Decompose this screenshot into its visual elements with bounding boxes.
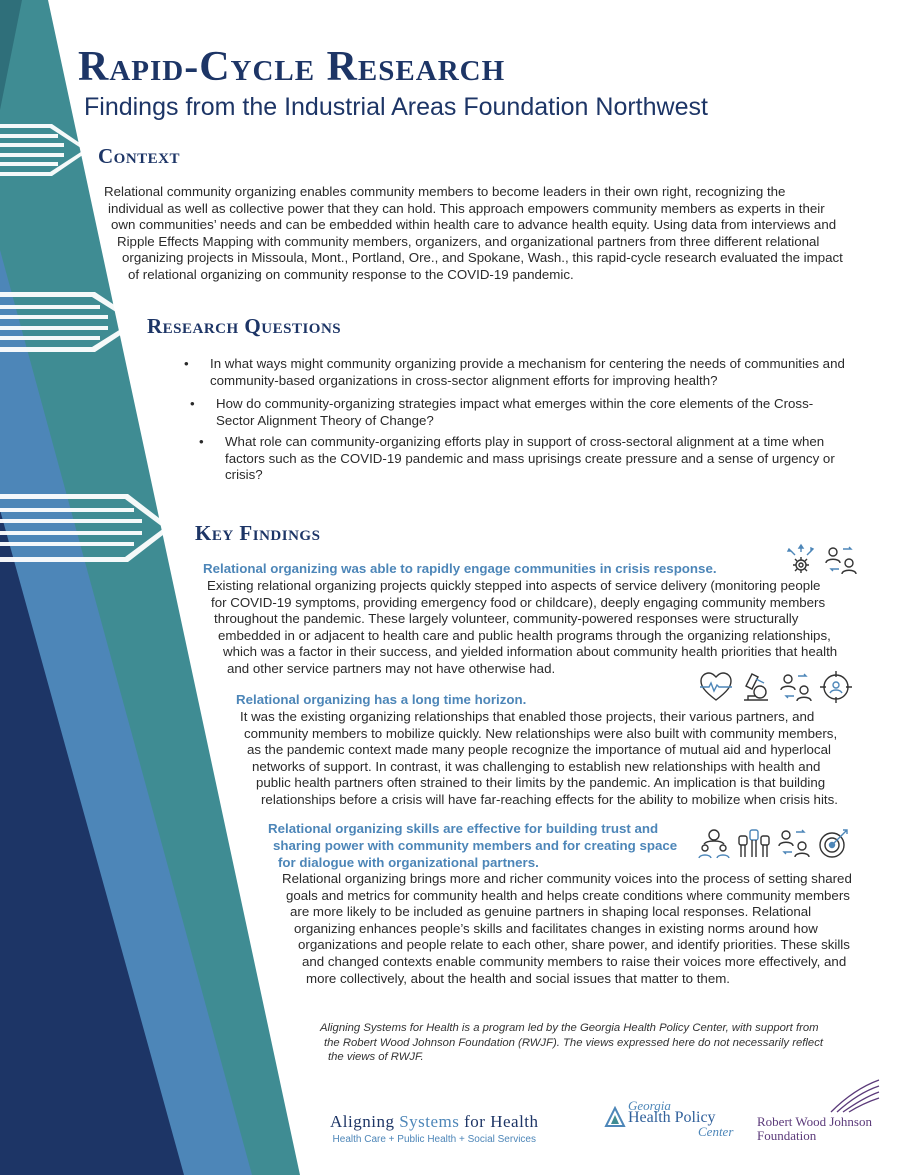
finding-title: Relational organizing was able to rapidly engage communities in crisis response. bbox=[203, 561, 717, 576]
finding-icons bbox=[696, 826, 852, 860]
finding-line: organizing enhances people’s skills and facilitates changes in existing norms around how bbox=[294, 920, 818, 936]
finding-line: networks of support. In contrast, it was challenging to establish new relationships with health and bbox=[252, 758, 821, 774]
finding-line: organizations and people relate to each other, share power, and identify priorities. These skills bbox=[298, 937, 850, 953]
finding-line: and other service partners may not have otherwise had. bbox=[227, 661, 556, 676]
people-exchange-icon bbox=[823, 543, 859, 577]
question-line: Sector Alignment Theory of Change? bbox=[216, 412, 434, 428]
rwjf-text: Foundation bbox=[757, 1128, 817, 1143]
logo-wordmark bbox=[330, 1112, 539, 1132]
logo-text: Systems bbox=[399, 1112, 460, 1131]
finding-line: Existing relational organizing projects quickly stepped into aspects of service delivery (monitoring people bbox=[207, 578, 821, 593]
research-question-item bbox=[199, 434, 835, 484]
footnote-line: the views of RWJF. bbox=[328, 1051, 424, 1063]
context-line: Relational community organizing enables community members to become leaders in their own right, recognizing the bbox=[104, 184, 786, 199]
microscope-icon bbox=[738, 670, 774, 704]
people-exchange-icon bbox=[778, 670, 814, 704]
footnote-line: the Robert Wood Johnson Foundation (RWJF). The views expressed here do not necessarily reflect bbox=[324, 1036, 823, 1049]
rwjf-swoosh-icon bbox=[829, 1078, 881, 1114]
finding-line: community members to mobilize quickly. New relationships were also built with community members, bbox=[244, 725, 838, 741]
bullseye-icon bbox=[816, 826, 852, 860]
ghpc-text: Georgia bbox=[628, 1098, 671, 1113]
finding-line: Relational organizing brings more and richer community voices into the process of setting shared bbox=[282, 871, 852, 886]
finding-title-line: sharing power with community members and for creating space bbox=[273, 838, 678, 853]
question-line: How do community-organizing strategies impact what emerges within the core elements of the Cross- bbox=[216, 396, 814, 411]
finding-title-line: Relational organizing skills are effective for building trust and bbox=[268, 821, 659, 836]
context-line: of relational organizing on community response to the COVID-19 pandemic. bbox=[128, 267, 574, 282]
research-question-item bbox=[190, 396, 814, 429]
target-people-icon bbox=[818, 670, 854, 704]
bullet-icon: • bbox=[190, 396, 195, 411]
finding-line: goals and metrics for community health and helps create conditions where community members bbox=[286, 887, 850, 903]
finding-line: and changed contexts enable community members to raise their voices more effectively, and bbox=[302, 954, 847, 969]
question-line: community-based organizations in cross-sector alignment efforts for improving health? bbox=[210, 372, 718, 388]
ghpc-logo bbox=[604, 1098, 744, 1142]
page-title: Rapid-Cycle Research bbox=[78, 44, 506, 90]
heart-pulse-icon bbox=[698, 670, 734, 704]
logo-text: for Health bbox=[459, 1112, 539, 1131]
raised-fists-icon bbox=[736, 826, 772, 860]
footnote-line: Aligning Systems for Health is a program led by the Georgia Health Policy Center, with support from bbox=[320, 1022, 819, 1034]
rwjf-logo bbox=[757, 1078, 887, 1144]
rwjf-text: Robert Wood Johnson bbox=[757, 1114, 872, 1129]
finding-line: for COVID-19 symptoms, providing emergency food or childcare), deeply engaging community members bbox=[211, 594, 826, 610]
research-question-item bbox=[184, 356, 845, 389]
question-line: factors such as the COVID-19 pandemic and mass uprisings create pressure and a sense of urgency or bbox=[225, 450, 835, 466]
question-line: In what ways might community organizing provide a mechanism for centering the needs of communities and bbox=[210, 356, 845, 371]
finding-line: throughout the pandemic. These largely volunteer, community-powered responses were structurally bbox=[214, 611, 799, 627]
finding-line: public health partners often strained to their limits by the pandemic. An implication is that building bbox=[256, 775, 826, 791]
finding-line: which was a factor in their success, and yielded information about community health priorities that health bbox=[223, 644, 838, 660]
finding-icons bbox=[783, 543, 859, 577]
context-line: own communities’ needs and can be embedded within health care to advance health equity. Using data from interviews and bbox=[111, 217, 837, 233]
finding-line: as the pandemic context made many people recognize the importance of mutual aid and hyperlocal bbox=[247, 742, 831, 758]
ghpc-text: Center bbox=[698, 1124, 734, 1139]
ghpc-text: Health Policy bbox=[628, 1109, 716, 1126]
question-line: crisis? bbox=[225, 467, 263, 483]
bullet-icon: • bbox=[199, 434, 204, 449]
aligning-systems-logo bbox=[330, 1112, 539, 1145]
page-subtitle: Findings from the Industrial Areas Foundation Northwest bbox=[84, 93, 708, 121]
context-heading: Context bbox=[98, 144, 181, 168]
ghpc-mark-icon bbox=[604, 1106, 626, 1128]
context-line: Ripple Effects Mapping with community members, organizers, and organizational partners from three different relational bbox=[117, 233, 820, 249]
logo-tagline: Health Care + Public Health + Social Services bbox=[332, 1134, 536, 1145]
research-questions-heading: Research Questions bbox=[147, 314, 342, 338]
bullet-icon: • bbox=[184, 356, 189, 371]
question-line: What role can community-organizing efforts play in support of cross-sectoral alignment at a time when bbox=[225, 434, 825, 449]
finding-line: embedded in or adjacent to health care and public health programs through the organizing relationships, bbox=[218, 627, 831, 643]
finding-line: more collectively, about the health and social issues that matter to them. bbox=[306, 970, 730, 986]
finding-title-line: for dialogue with organizational partners. bbox=[278, 855, 539, 870]
finding-line: are more likely to be included as genuine partners in shaping local responses. Relational bbox=[290, 904, 812, 920]
logo-text: Aligning bbox=[330, 1112, 400, 1131]
finding-icons bbox=[698, 670, 854, 704]
group-icon bbox=[696, 826, 732, 860]
finding-line: It was the existing organizing relationships that enabled those projects, their various partners, and bbox=[240, 709, 815, 724]
people-exchange-icon bbox=[776, 826, 812, 860]
context-line: organizing projects in Missoula, Mont., Portland, Ore., and Spokane, Wash., this rapid-cycle research evaluated the impact bbox=[122, 250, 843, 266]
gear-arrows-icon bbox=[783, 543, 819, 577]
key-findings-heading: Key Findings bbox=[195, 521, 321, 545]
context-line: individual as well as collective power that they can hold. This approach empowers community members as experts in their bbox=[108, 200, 825, 216]
finding-line: relationships before a crisis will have far-reaching effects for the ability to mobilize when crisis hits. bbox=[261, 792, 838, 807]
finding-title: Relational organizing has a long time horizon. bbox=[236, 692, 527, 707]
